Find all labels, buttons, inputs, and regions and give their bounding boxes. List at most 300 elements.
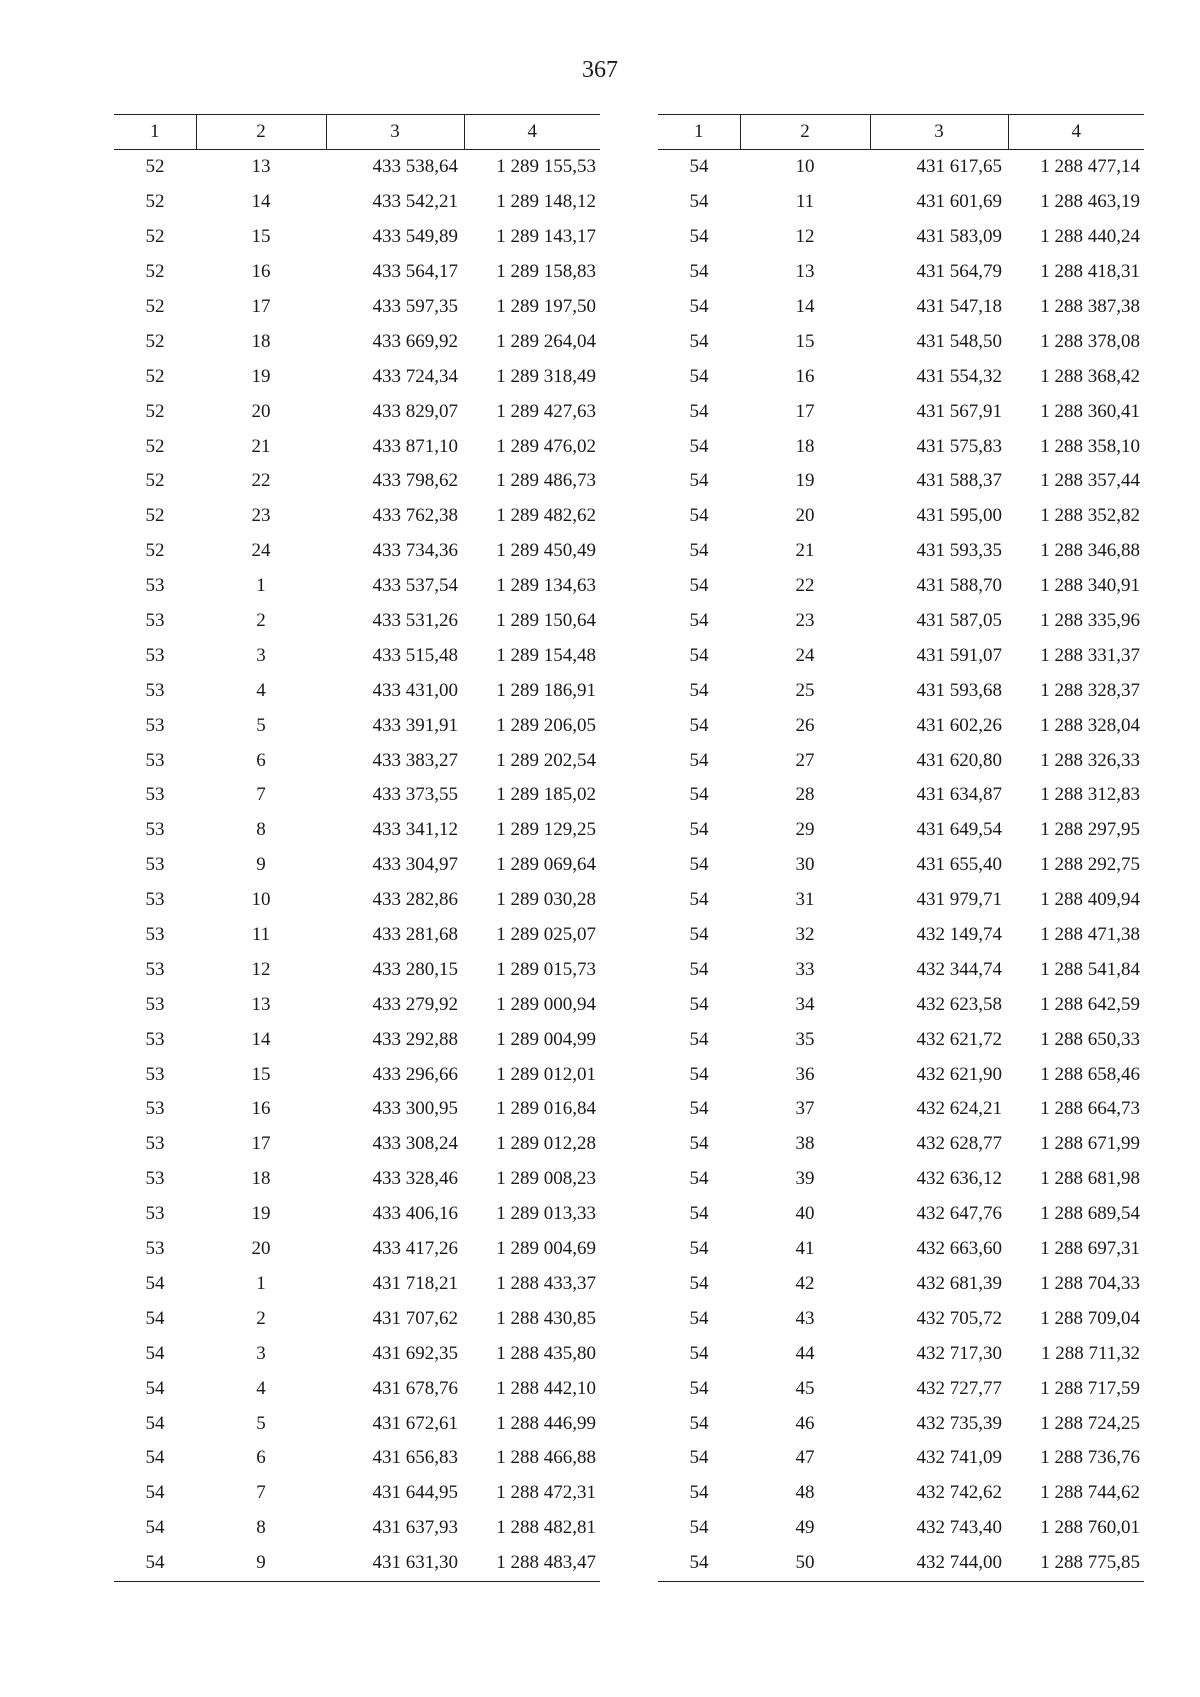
point-number-cell: 10: [795, 156, 815, 178]
y-coordinate-cell: 1 288 387,38: [1040, 296, 1140, 317]
y-coordinate-cell: 1 288 378,08: [1040, 330, 1140, 352]
point-number-cell: 11: [251, 924, 271, 946]
row-number-cell: 52: [145, 470, 165, 492]
y-coordinate-cell: 1 289 155,53: [496, 156, 596, 178]
row-number-cell: 54: [689, 330, 709, 352]
y-coordinate-cell: 1 288 435,80: [496, 1342, 596, 1364]
y-coordinate-cell: 1 288 736,76: [1040, 1447, 1140, 1469]
y-coordinate-cell: 1 288 482,81: [496, 1517, 596, 1539]
x-coordinate-cell: 433 537,54: [372, 575, 458, 597]
y-coordinate-cell: 1 288 704,33: [1040, 1272, 1140, 1294]
x-coordinate-cell: 433 762,38: [372, 505, 458, 527]
table-row: [658, 499, 1144, 534]
x-coordinate-cell: 433 531,26: [372, 610, 458, 632]
x-coordinate-cell: 432 742,62: [916, 1482, 1002, 1504]
y-coordinate-cell: 1 288 418,31: [1040, 261, 1140, 283]
x-coordinate-cell: 431 588,37: [916, 470, 1002, 492]
point-number-cell: 6: [256, 1447, 266, 1469]
y-coordinate-cell: 1 288 650,33: [1040, 1028, 1140, 1050]
point-number-cell: 18: [251, 330, 271, 352]
point-number-cell: 14: [251, 1028, 271, 1050]
row-number-cell: 54: [689, 854, 709, 876]
row-number-cell: 53: [145, 889, 165, 911]
row-number-cell: 54: [689, 1272, 709, 1294]
row-number-cell: 54: [689, 784, 709, 806]
y-coordinate-cell: 1 289 450,49: [496, 540, 596, 562]
row-number-cell: 54: [689, 261, 709, 283]
table-row: [658, 359, 1144, 394]
table-row: [658, 1162, 1144, 1197]
y-coordinate-cell: 1 288 357,44: [1040, 470, 1140, 492]
point-number-cell: 7: [256, 1482, 266, 1504]
x-coordinate-cell: 433 515,48: [372, 644, 458, 666]
x-coordinate-cell: 433 564,17: [372, 261, 458, 283]
y-coordinate-cell: 1 289 197,50: [496, 296, 596, 317]
row-number-cell: 54: [145, 1482, 165, 1504]
table-row: [114, 1441, 600, 1476]
header-row: [114, 115, 600, 150]
y-coordinate-cell: 1 288 642,59: [1040, 993, 1140, 1015]
y-coordinate-cell: 1 289 012,01: [496, 1063, 596, 1085]
row-number-cell: 54: [145, 1342, 165, 1364]
point-number-cell: 32: [795, 924, 815, 946]
table-row: [658, 429, 1144, 464]
y-coordinate-cell: 1 288 335,96: [1040, 610, 1140, 632]
point-number-cell: 37: [795, 1098, 815, 1120]
table-row: [114, 394, 600, 429]
row-number-cell: 53: [145, 1063, 165, 1085]
point-number-cell: 12: [795, 226, 815, 248]
x-coordinate-cell: 431 564,79: [916, 261, 1002, 283]
y-coordinate-cell: 1 289 148,12: [496, 191, 596, 213]
y-coordinate-cell: 1 289 015,73: [496, 958, 596, 980]
row-number-cell: 53: [145, 993, 165, 1015]
x-coordinate-cell: 433 296,66: [372, 1063, 458, 1085]
y-coordinate-cell: 1 289 186,91: [496, 679, 596, 701]
point-number-cell: 16: [251, 1098, 271, 1120]
table-row: [114, 1406, 600, 1441]
point-number-cell: 19: [795, 470, 815, 492]
x-coordinate-cell: 431 602,26: [916, 714, 1002, 736]
y-coordinate-cell: 1 288 541,84: [1040, 958, 1140, 980]
row-number-cell: 54: [689, 610, 709, 632]
table-row: [658, 1511, 1144, 1546]
x-coordinate-cell: 432 681,39: [916, 1272, 1002, 1294]
y-coordinate-cell: 1 289 030,28: [496, 889, 596, 911]
row-number-cell: 52: [145, 540, 165, 562]
x-coordinate-cell: 431 707,62: [372, 1307, 458, 1329]
table-row: [658, 150, 1144, 185]
table-row: [114, 1476, 600, 1511]
table-row: [114, 743, 600, 778]
point-number-cell: 5: [256, 1412, 266, 1434]
row-number-cell: 54: [689, 1552, 709, 1574]
row-number-cell: 52: [145, 226, 165, 248]
point-number-cell: 21: [251, 435, 271, 457]
x-coordinate-cell: 433 431,00: [372, 679, 458, 701]
point-number-cell: 5: [256, 714, 266, 736]
point-number-cell: 36: [795, 1063, 815, 1085]
row-number-cell: 53: [145, 854, 165, 876]
column-header: 4: [1008, 115, 1144, 150]
x-coordinate-cell: 432 743,40: [916, 1517, 1002, 1539]
x-coordinate-cell: 431 634,87: [916, 784, 1002, 806]
table-row: [658, 1336, 1144, 1371]
point-number-cell: 12: [251, 958, 271, 980]
x-coordinate-cell: 431 620,80: [916, 749, 1002, 771]
row-number-cell: 53: [145, 1098, 165, 1120]
table-row: [658, 1197, 1144, 1232]
row-number-cell: 54: [689, 435, 709, 457]
point-number-cell: 13: [251, 156, 271, 178]
y-coordinate-cell: 1 289 013,33: [496, 1203, 596, 1225]
row-number-cell: 52: [145, 435, 165, 457]
table-row: [114, 987, 600, 1022]
row-number-cell: 54: [145, 1272, 165, 1294]
x-coordinate-cell: 431 644,95: [372, 1482, 458, 1504]
table-row: [658, 778, 1144, 813]
table-row: [658, 743, 1144, 778]
x-coordinate-cell: 432 628,77: [916, 1133, 1002, 1155]
row-number-cell: 54: [689, 749, 709, 771]
point-number-cell: 21: [795, 540, 815, 562]
table-row: [658, 604, 1144, 639]
y-coordinate-cell: 1 288 352,82: [1040, 505, 1140, 527]
point-number-cell: 41: [795, 1238, 815, 1260]
table-row: [658, 394, 1144, 429]
column-header: 2: [196, 115, 326, 150]
point-number-cell: 13: [795, 261, 815, 283]
y-coordinate-cell: 1 289 482,62: [496, 505, 596, 527]
table-row: [658, 883, 1144, 918]
y-coordinate-cell: 1 289 143,17: [496, 226, 596, 248]
row-number-cell: 53: [145, 714, 165, 736]
row-number-cell: 53: [145, 924, 165, 946]
x-coordinate-cell: 431 979,71: [916, 889, 1002, 911]
table-row: [658, 848, 1144, 883]
y-coordinate-cell: 1 288 328,04: [1040, 714, 1140, 736]
point-number-cell: 8: [256, 819, 266, 841]
table-row: [114, 1197, 600, 1232]
x-coordinate-cell: 431 548,50: [916, 330, 1002, 352]
point-number-cell: 4: [256, 679, 266, 701]
point-number-cell: 22: [251, 470, 271, 492]
point-number-cell: 6: [256, 749, 266, 771]
x-coordinate-cell: 432 623,58: [916, 993, 1002, 1015]
point-number-cell: 35: [795, 1028, 815, 1050]
point-number-cell: 26: [795, 714, 815, 736]
row-number-cell: 54: [145, 1307, 165, 1329]
x-coordinate-cell: 431 655,40: [916, 854, 1002, 876]
table-row: [658, 185, 1144, 220]
point-number-cell: 17: [251, 296, 271, 317]
row-number-cell: 53: [145, 644, 165, 666]
row-number-cell: 54: [689, 1238, 709, 1260]
table-row: [114, 1267, 600, 1302]
row-number-cell: 54: [145, 1377, 165, 1399]
row-number-cell: 54: [689, 714, 709, 736]
table-row: [658, 708, 1144, 743]
point-number-cell: 33: [795, 958, 815, 980]
x-coordinate-cell: 433 373,55: [372, 784, 458, 806]
x-coordinate-cell: 431 575,83: [916, 435, 1002, 457]
point-number-cell: 15: [251, 226, 271, 248]
header-row: [658, 115, 1144, 150]
x-coordinate-cell: 432 621,72: [916, 1028, 1002, 1050]
row-number-cell: 53: [145, 1203, 165, 1225]
y-coordinate-cell: 1 289 025,07: [496, 924, 596, 946]
row-number-cell: 53: [145, 1028, 165, 1050]
row-number-cell: 53: [145, 1168, 165, 1190]
x-coordinate-cell: 432 741,09: [916, 1447, 1002, 1469]
column-header: 4: [464, 115, 600, 150]
point-number-cell: 17: [795, 400, 815, 422]
table-row: [658, 1301, 1144, 1336]
row-number-cell: 54: [689, 540, 709, 562]
point-number-cell: 48: [795, 1482, 815, 1504]
x-coordinate-cell: 431 672,61: [372, 1412, 458, 1434]
x-coordinate-cell: 433 724,34: [372, 365, 458, 387]
point-number-cell: 3: [256, 644, 266, 666]
point-number-cell: 9: [256, 1552, 266, 1574]
table-row: [114, 708, 600, 743]
table-row: [114, 918, 600, 953]
point-number-cell: 19: [251, 365, 271, 387]
row-number-cell: 53: [145, 784, 165, 806]
point-number-cell: 24: [795, 644, 815, 666]
table-row: [114, 848, 600, 883]
row-number-cell: 52: [145, 505, 165, 527]
point-number-cell: 47: [795, 1447, 815, 1469]
row-number-cell: 54: [689, 889, 709, 911]
row-number-cell: 52: [145, 191, 165, 213]
y-coordinate-cell: 1 288 360,41: [1040, 400, 1140, 422]
row-number-cell: 54: [689, 1377, 709, 1399]
row-number-cell: 54: [689, 1447, 709, 1469]
row-number-cell: 54: [689, 400, 709, 422]
table-row: [114, 1371, 600, 1406]
point-number-cell: 46: [795, 1412, 815, 1434]
y-coordinate-cell: 1 288 471,38: [1040, 924, 1140, 946]
row-number-cell: 54: [689, 226, 709, 248]
x-coordinate-cell: 433 597,35: [372, 296, 458, 317]
page-number: 367: [582, 57, 618, 83]
row-number-cell: 53: [145, 610, 165, 632]
row-number-cell: 54: [689, 575, 709, 597]
y-coordinate-cell: 1 288 442,10: [496, 1377, 596, 1399]
column-header: 2: [740, 115, 870, 150]
x-coordinate-cell: 433 308,24: [372, 1133, 458, 1155]
point-number-cell: 19: [251, 1203, 271, 1225]
y-coordinate-cell: 1 289 318,49: [496, 365, 596, 387]
row-number-cell: 54: [689, 505, 709, 527]
point-number-cell: 18: [795, 435, 815, 457]
x-coordinate-cell: 431 649,54: [916, 819, 1002, 841]
point-number-cell: 16: [795, 365, 815, 387]
point-number-cell: 13: [251, 993, 271, 1015]
x-coordinate-cell: 431 631,30: [372, 1552, 458, 1574]
x-coordinate-cell: 433 280,15: [372, 958, 458, 980]
row-number-cell: 54: [689, 993, 709, 1015]
table-row: [658, 220, 1144, 255]
point-number-cell: 49: [795, 1517, 815, 1539]
row-number-cell: 52: [145, 156, 165, 178]
y-coordinate-cell: 1 289 185,02: [496, 784, 596, 806]
point-number-cell: 42: [795, 1272, 815, 1294]
table-row: [114, 150, 600, 185]
table-row: [114, 1127, 600, 1162]
point-number-cell: 14: [795, 296, 815, 317]
row-number-cell: 54: [689, 365, 709, 387]
row-number-cell: 54: [689, 1133, 709, 1155]
point-number-cell: 8: [256, 1517, 266, 1539]
y-coordinate-cell: 1 288 466,88: [496, 1447, 596, 1469]
row-number-cell: 54: [689, 296, 709, 317]
y-coordinate-cell: 1 288 446,99: [496, 1412, 596, 1434]
y-coordinate-cell: 1 288 709,04: [1040, 1307, 1140, 1329]
y-coordinate-cell: 1 288 483,47: [496, 1552, 596, 1574]
point-number-cell: 28: [795, 784, 815, 806]
point-number-cell: 16: [251, 261, 271, 283]
x-coordinate-cell: 433 798,62: [372, 470, 458, 492]
table-row: [114, 673, 600, 708]
table-row: [114, 604, 600, 639]
table-row: [114, 185, 600, 220]
x-coordinate-cell: 431 567,91: [916, 400, 1002, 422]
x-coordinate-cell: 433 417,26: [372, 1238, 458, 1260]
table-row: [658, 534, 1144, 569]
table-row: [658, 290, 1144, 325]
column-header: 3: [870, 115, 1008, 150]
y-coordinate-cell: 1 288 744,62: [1040, 1482, 1140, 1504]
table-row: [114, 464, 600, 499]
x-coordinate-cell: 433 538,64: [372, 156, 458, 178]
point-number-cell: 44: [795, 1342, 815, 1364]
y-coordinate-cell: 1 289 004,69: [496, 1238, 596, 1260]
point-number-cell: 27: [795, 749, 815, 771]
table-row: [658, 1022, 1144, 1057]
x-coordinate-cell: 431 547,18: [916, 296, 1002, 317]
x-coordinate-cell: 431 637,93: [372, 1517, 458, 1539]
row-number-cell: 54: [145, 1447, 165, 1469]
row-number-cell: 52: [145, 400, 165, 422]
x-coordinate-cell: 431 593,68: [916, 679, 1002, 701]
y-coordinate-cell: 1 288 430,85: [496, 1307, 596, 1329]
y-coordinate-cell: 1 288 292,75: [1040, 854, 1140, 876]
row-number-cell: 54: [689, 1063, 709, 1085]
point-number-cell: 20: [251, 1238, 271, 1260]
table-row: [658, 464, 1144, 499]
table-row: [114, 1511, 600, 1546]
coordinates-table-left: [114, 114, 600, 1582]
table-row: [658, 1406, 1144, 1441]
row-number-cell: 52: [145, 261, 165, 283]
table-row: [114, 534, 600, 569]
y-coordinate-cell: 1 289 069,64: [496, 854, 596, 876]
table-row: [114, 1162, 600, 1197]
table-row: [658, 813, 1144, 848]
table-row: [114, 429, 600, 464]
table-row: [114, 1336, 600, 1371]
y-coordinate-cell: 1 288 658,46: [1040, 1063, 1140, 1085]
x-coordinate-cell: 431 554,32: [916, 365, 1002, 387]
y-coordinate-cell: 1 288 326,33: [1040, 749, 1140, 771]
x-coordinate-cell: 431 692,35: [372, 1342, 458, 1364]
y-coordinate-cell: 1 289 134,63: [496, 575, 596, 597]
point-number-cell: 45: [795, 1377, 815, 1399]
x-coordinate-cell: 433 871,10: [372, 435, 458, 457]
point-number-cell: 38: [795, 1133, 815, 1155]
y-coordinate-cell: 1 288 340,91: [1040, 575, 1140, 597]
y-coordinate-cell: 1 288 346,88: [1040, 540, 1140, 562]
point-number-cell: 10: [251, 889, 271, 911]
point-number-cell: 39: [795, 1168, 815, 1190]
x-coordinate-cell: 432 624,21: [916, 1098, 1002, 1120]
x-coordinate-cell: 431 617,65: [916, 156, 1002, 178]
x-coordinate-cell: 432 636,12: [916, 1168, 1002, 1190]
row-number-cell: 54: [145, 1412, 165, 1434]
x-coordinate-cell: 433 300,95: [372, 1098, 458, 1120]
column-header: 1: [114, 115, 196, 150]
y-coordinate-cell: 1 289 427,63: [496, 400, 596, 422]
row-number-cell: 54: [689, 1482, 709, 1504]
point-number-cell: 30: [795, 854, 815, 876]
y-coordinate-cell: 1 289 154,48: [496, 644, 596, 666]
y-coordinate-cell: 1 289 202,54: [496, 749, 596, 771]
column-header: 1: [658, 115, 740, 150]
x-coordinate-cell: 433 406,16: [372, 1203, 458, 1225]
row-number-cell: 52: [145, 330, 165, 352]
y-coordinate-cell: 1 288 440,24: [1040, 226, 1140, 248]
x-coordinate-cell: 433 292,88: [372, 1028, 458, 1050]
y-coordinate-cell: 1 289 486,73: [496, 470, 596, 492]
row-number-cell: 54: [689, 1412, 709, 1434]
row-number-cell: 54: [145, 1517, 165, 1539]
y-coordinate-cell: 1 289 008,23: [496, 1168, 596, 1190]
table-row: [658, 569, 1144, 604]
y-coordinate-cell: 1 288 760,01: [1040, 1517, 1140, 1539]
table-row: [658, 673, 1144, 708]
row-number-cell: 54: [689, 1517, 709, 1539]
point-number-cell: 14: [251, 191, 271, 213]
x-coordinate-cell: 431 587,05: [916, 610, 1002, 632]
y-coordinate-cell: 1 288 724,25: [1040, 1412, 1140, 1434]
point-number-cell: 25: [795, 679, 815, 701]
y-coordinate-cell: 1 288 328,37: [1040, 679, 1140, 701]
x-coordinate-cell: 433 549,89: [372, 226, 458, 248]
y-coordinate-cell: 1 288 689,54: [1040, 1203, 1140, 1225]
row-number-cell: 54: [689, 958, 709, 980]
x-coordinate-cell: 431 593,35: [916, 540, 1002, 562]
y-coordinate-cell: 1 288 477,14: [1040, 156, 1140, 178]
row-number-cell: 54: [689, 191, 709, 213]
x-coordinate-cell: 432 663,60: [916, 1238, 1002, 1260]
y-coordinate-cell: 1 288 775,85: [1040, 1552, 1140, 1574]
x-coordinate-cell: 433 542,21: [372, 191, 458, 213]
row-number-cell: 54: [689, 1168, 709, 1190]
point-number-cell: 15: [251, 1063, 271, 1085]
y-coordinate-cell: 1 288 331,37: [1040, 644, 1140, 666]
row-number-cell: 54: [689, 644, 709, 666]
table-row: [658, 987, 1144, 1022]
column-header: 3: [326, 115, 464, 150]
point-number-cell: 4: [256, 1377, 266, 1399]
row-number-cell: 54: [689, 819, 709, 841]
point-number-cell: 50: [795, 1552, 815, 1574]
point-number-cell: 17: [251, 1133, 271, 1155]
table-row: [114, 290, 600, 325]
point-number-cell: 1: [256, 575, 266, 597]
